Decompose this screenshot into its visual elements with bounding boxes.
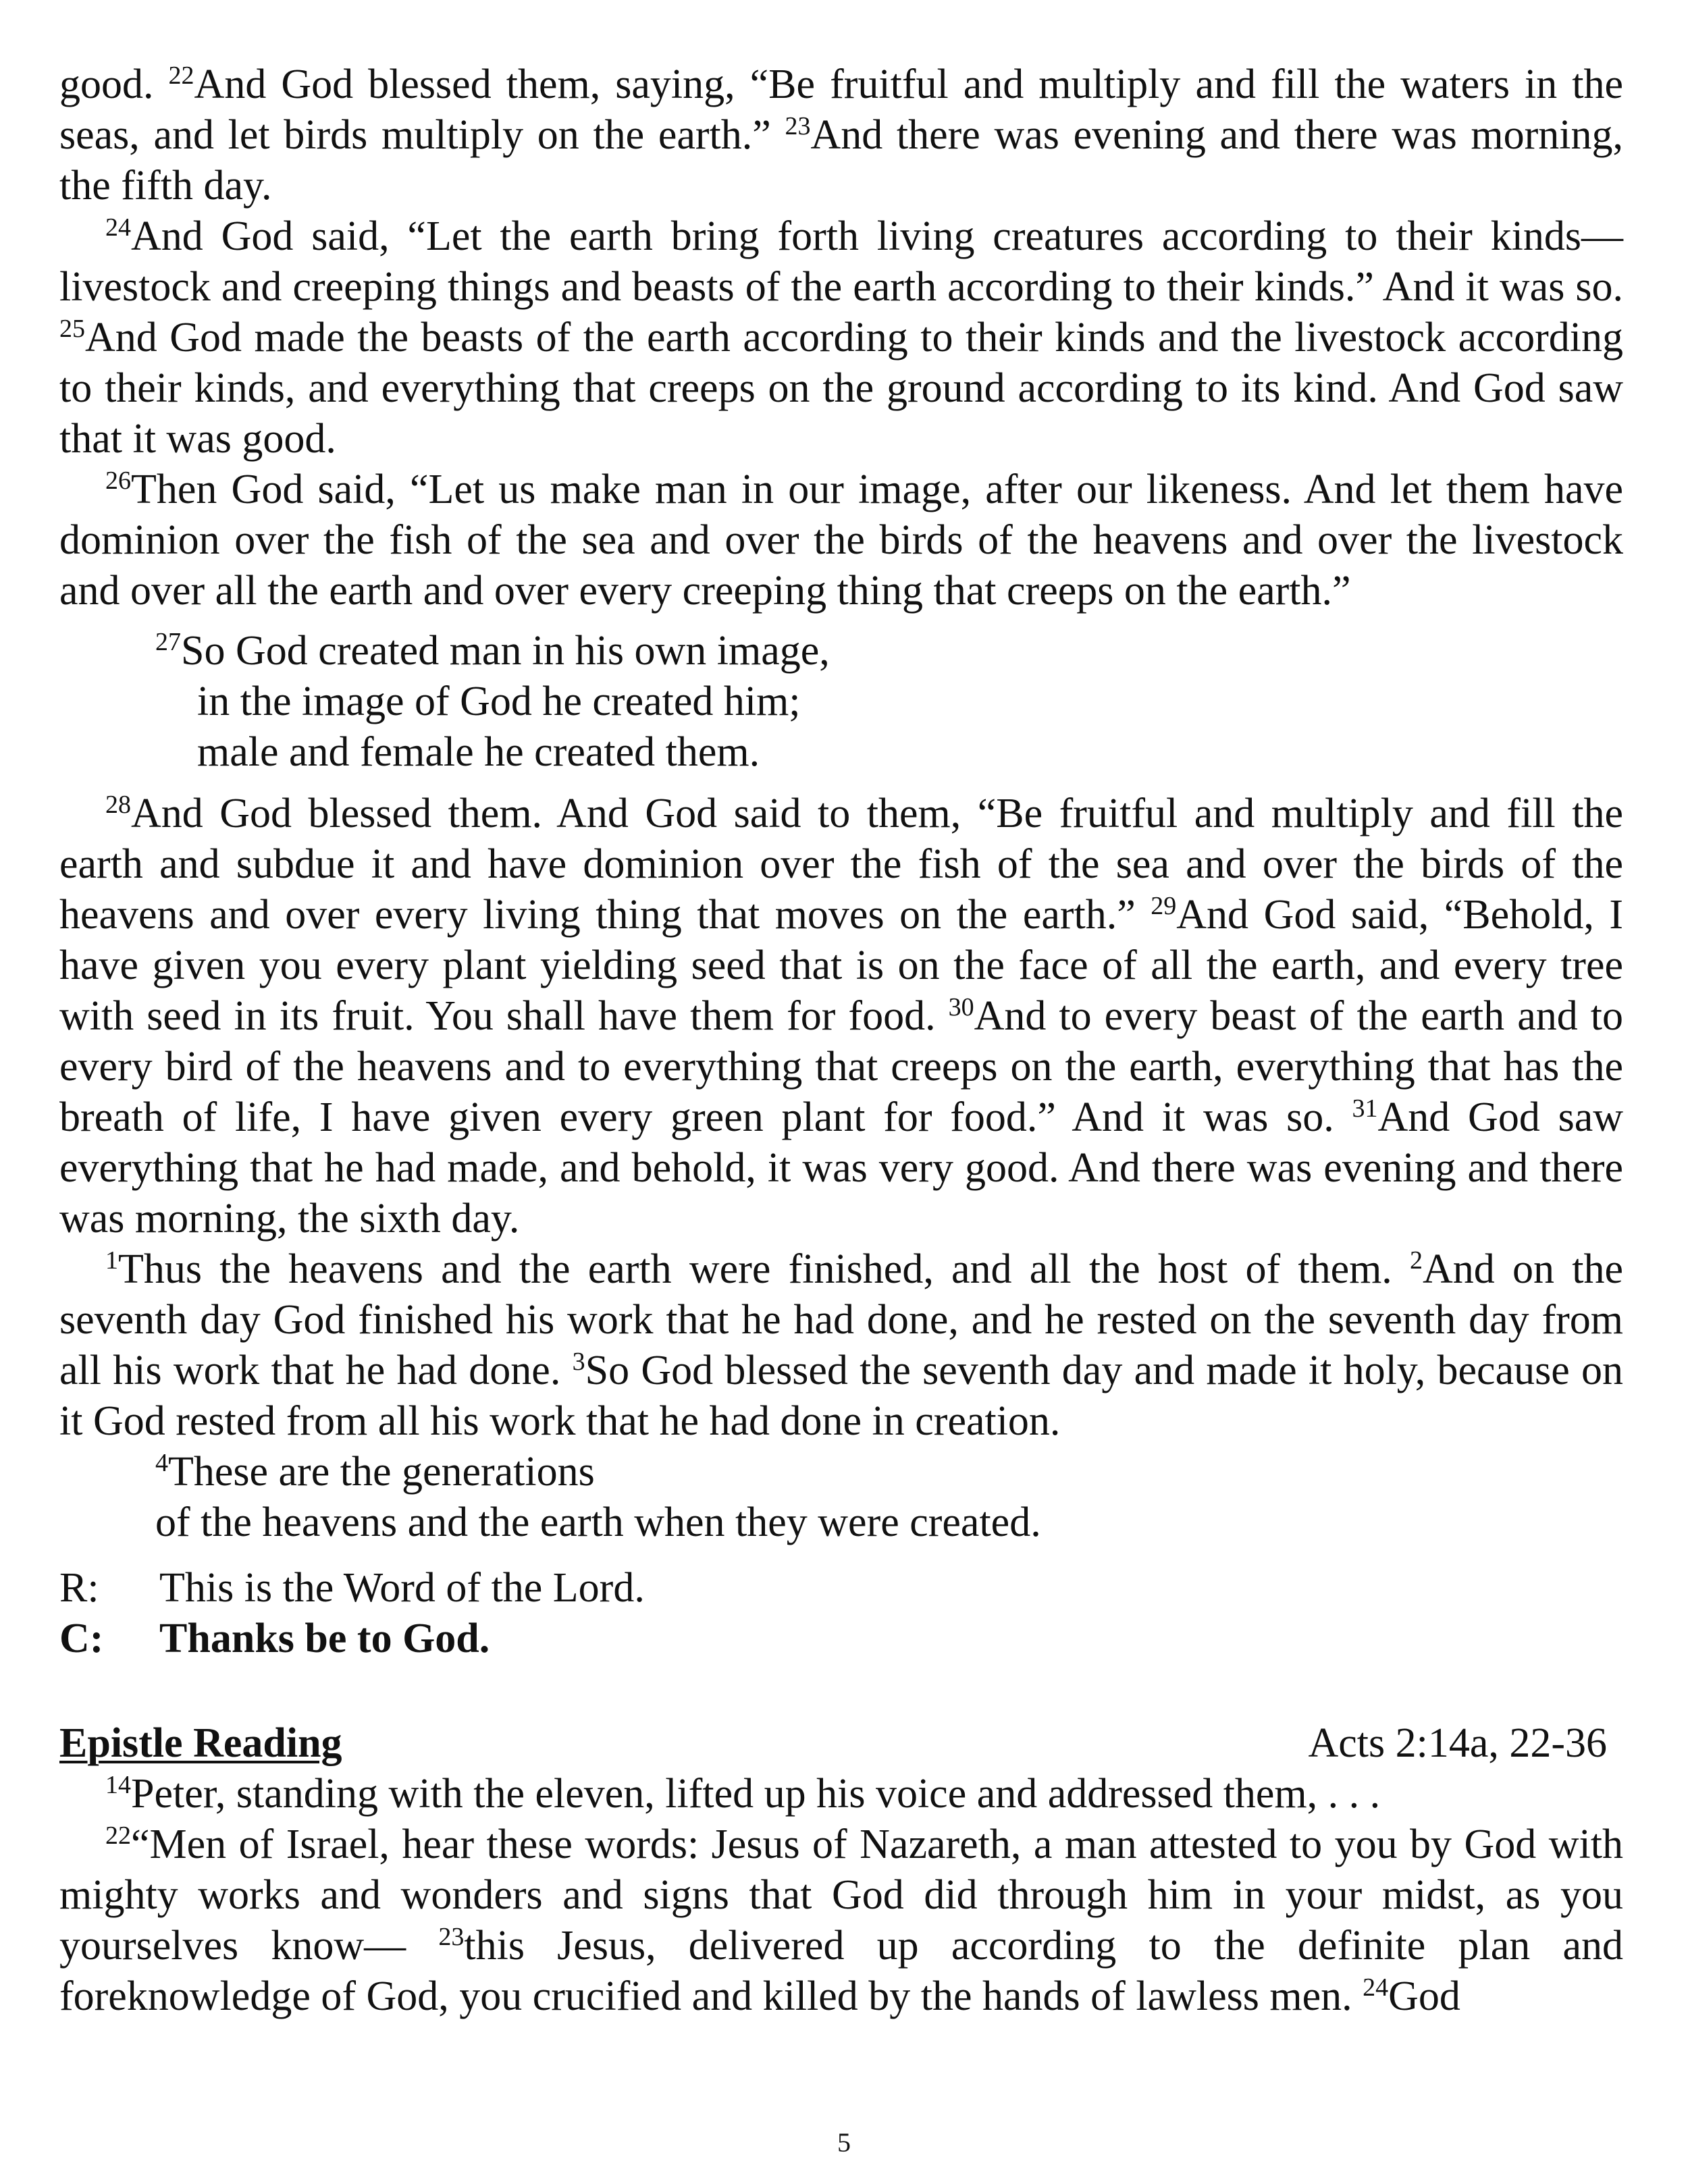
poetry-line: of the heavens and the earth when they were created.: [155, 1499, 1041, 1545]
page: [59, 59, 1623, 2179]
verse-number: 3: [572, 1348, 585, 1377]
reading-paragraph: [59, 789, 1623, 1244]
reading-paragraph: [59, 464, 1623, 616]
verse-number: 22: [105, 1821, 131, 1850]
verse-number: 28: [105, 791, 131, 820]
section-heading-row: [59, 1718, 1623, 1769]
text: God: [1388, 1973, 1460, 2019]
section-heading: Epistle Reading: [59, 1720, 342, 1766]
verse-number: 1: [105, 1246, 118, 1275]
poetry-line: [59, 1447, 1623, 1497]
text: And God saw everything that he had made, and behold, it was very good. And there was evening and there was morning, the sixth day.: [59, 1094, 1623, 1242]
verse-number: 24: [1363, 1973, 1389, 2002]
response-leader-label: R:: [59, 1565, 99, 1611]
verse-number: 4: [155, 1449, 168, 1478]
response-leader-label: C:: [59, 1616, 104, 1661]
text: And God blessed them, saying, “Be fruitful and multiply and fill the waters in the seas, and let birds multiply on the earth.”: [59, 61, 1624, 158]
reading-paragraph: [59, 1819, 1623, 2022]
scripture-reference: Acts 2:14a, 22-36: [1308, 1720, 1607, 1766]
poetry-block: [59, 626, 1623, 778]
poetry-line: [59, 626, 1623, 676]
verse-number: 29: [1151, 892, 1177, 921]
reading-paragraph: [59, 1244, 1623, 1447]
verse-number: 2: [1410, 1246, 1423, 1275]
text: And to every beast of the earth and to every bird of the heavens and to everything that creeps on the earth, everything that has the breath of life, I have given every green plant for food.” And it was so.: [59, 993, 1623, 1140]
response-text: Thanks be to God.: [159, 1616, 490, 1661]
text: And on the seventh day God finished his work that he had done, and he rested on the seventh day from all his work that he had done.: [59, 1246, 1623, 1393]
verse-number: 23: [438, 1923, 465, 1952]
page-number: 5: [837, 2127, 851, 2158]
text: “Men of Israel, hear these words: Jesus of Nazareth, a man attested to you by God with mighty works and wonders and signs that God did through him in your midst, as you yourselves know—: [59, 1821, 1623, 1969]
text: And God said, “Behold, I have given you every plant yielding seed that is on the face of all the earth, and every tree with seed in its fruit. You shall have them for food.: [59, 892, 1623, 1039]
text: And God said, “Let the earth bring forth living creatures according to their kinds—livestock and creeping things and beasts of the earth according to their kinds.” And it was so.: [59, 213, 1623, 310]
response-reader: [59, 1563, 1623, 1614]
text: Thus the heavens and the earth were finished, and all the host of them.: [118, 1246, 1410, 1292]
text: So God blessed the seventh day and made it holy, because on it God rested from all his work that he had done in creation.: [59, 1348, 1624, 1444]
verse-number: 25: [59, 315, 85, 344]
verse-number: 23: [785, 112, 811, 141]
text: Peter, standing with the eleven, lifted up his voice and addressed them, . . .: [131, 1771, 1381, 1817]
verse-number: 26: [105, 467, 131, 496]
verse-number: 22: [168, 61, 194, 90]
text: And there was evening and there was morning, the fifth day.: [59, 112, 1623, 209]
response-congregation: [59, 1614, 1623, 1664]
text: And God made the beasts of the earth according to their kinds and the livestock according to their kinds, and everything that creeps on the ground according to its kind. And God saw that it was good.: [59, 315, 1623, 462]
verse-number: 31: [1352, 1094, 1378, 1123]
reading-paragraph: [59, 1769, 1623, 1819]
poetry-line: male and female he created them.: [197, 729, 760, 775]
verse-number: 14: [105, 1771, 131, 1800]
response-text: This is the Word of the Lord.: [159, 1565, 645, 1611]
text: Then God said, “Let us make man in our image, after our likeness. And let them have dominion over the fish of the sea and over the birds of the heavens and over the livestock and over all the earth and over every creeping thing that creeps on the earth.”: [59, 467, 1623, 614]
text: So God created man in his own image,: [181, 628, 830, 674]
reading-paragraph: [59, 211, 1623, 464]
text: good.: [59, 61, 169, 107]
poetry-line: in the image of God he created him;: [197, 678, 801, 724]
text: this Jesus, delivered up according to the definite plan and foreknowledge of God, you crucified and killed by the hands of lawless men.: [59, 1923, 1623, 2019]
text: And God blessed them. And God said to them, “Be fruitful and multiply and fill the earth and subdue it and have dominion over the fish of the sea and over the birds of the heavens and over every living thing that moves on the earth.”: [59, 791, 1623, 938]
reading-paragraph: [59, 59, 1623, 211]
verse-number: 27: [155, 628, 181, 657]
verse-number: 24: [105, 213, 131, 242]
text: These are the generations: [168, 1449, 595, 1495]
verse-number: 30: [948, 993, 974, 1022]
poetry-block: [59, 1447, 1623, 1548]
